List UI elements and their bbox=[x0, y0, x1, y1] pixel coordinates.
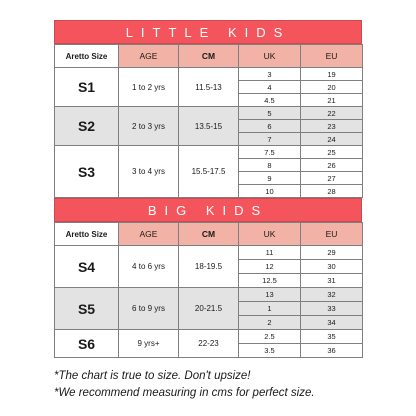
age-column-header: AGE bbox=[119, 223, 179, 246]
eu-cell: 23 bbox=[301, 120, 363, 133]
eu-cell: 26 bbox=[301, 159, 363, 172]
size-cell: S4 bbox=[55, 246, 119, 288]
uk-cell: 10 bbox=[239, 185, 301, 198]
age-cell: 2 to 3 yrs bbox=[119, 107, 179, 146]
age-cell: 1 to 2 yrs bbox=[119, 68, 179, 107]
uk-cell: 1 bbox=[239, 302, 301, 316]
little-kids-banner: LITTLE KIDS bbox=[54, 20, 362, 44]
big-kids-table bbox=[54, 222, 363, 358]
measure-in-cm-note: *We recommend measuring in cms for perfect size. bbox=[54, 387, 315, 399]
little-kids-table bbox=[54, 44, 363, 198]
size-cell: S2 bbox=[55, 107, 119, 146]
eu-cell: 24 bbox=[301, 133, 363, 146]
uk-cell: 12.5 bbox=[239, 274, 301, 288]
uk-cell: 6 bbox=[239, 120, 301, 133]
age-column-header: AGE bbox=[119, 45, 179, 68]
eu-cell: 19 bbox=[301, 68, 363, 81]
cm-cell: 15.5-17.5 bbox=[179, 146, 239, 198]
true-to-size-note: *The chart is true to size. Don't upsize! bbox=[54, 370, 251, 382]
eu-cell: 25 bbox=[301, 146, 363, 159]
cm-cell: 13.5-15 bbox=[179, 107, 239, 146]
eu-cell: 31 bbox=[301, 274, 363, 288]
uk-cell: 4 bbox=[239, 81, 301, 94]
column-header-row bbox=[55, 45, 363, 68]
size-cell: S3 bbox=[55, 146, 119, 198]
cm-cell: 18-19.5 bbox=[179, 246, 239, 288]
size-cell: S6 bbox=[55, 330, 119, 358]
cm-column-header: CM bbox=[179, 223, 239, 246]
uk-cell: 3 bbox=[239, 68, 301, 81]
footnotes bbox=[54, 368, 374, 402]
eu-cell: 28 bbox=[301, 185, 363, 198]
eu-column-header: EU bbox=[301, 45, 363, 68]
column-header-row bbox=[55, 223, 363, 246]
eu-cell: 30 bbox=[301, 260, 363, 274]
eu-cell: 33 bbox=[301, 302, 363, 316]
uk-cell: 13 bbox=[239, 288, 301, 302]
eu-cell: 32 bbox=[301, 288, 363, 302]
table-row bbox=[55, 330, 363, 344]
uk-cell: 2 bbox=[239, 316, 301, 330]
table-row bbox=[55, 107, 363, 120]
uk-cell: 12 bbox=[239, 260, 301, 274]
age-cell: 3 to 4 yrs bbox=[119, 146, 179, 198]
uk-cell: 7.5 bbox=[239, 146, 301, 159]
uk-column-header: UK bbox=[239, 223, 301, 246]
uk-cell: 8 bbox=[239, 159, 301, 172]
eu-cell: 20 bbox=[301, 81, 363, 94]
size-column-header: Aretto Size bbox=[55, 45, 119, 68]
table-row bbox=[55, 246, 363, 260]
table-row bbox=[55, 68, 363, 81]
uk-cell: 9 bbox=[239, 172, 301, 185]
table-row bbox=[55, 288, 363, 302]
eu-cell: 34 bbox=[301, 316, 363, 330]
uk-cell: 7 bbox=[239, 133, 301, 146]
cm-cell: 11.5-13 bbox=[179, 68, 239, 107]
eu-cell: 22 bbox=[301, 107, 363, 120]
cm-cell: 20-21.5 bbox=[179, 288, 239, 330]
size-chart bbox=[54, 20, 362, 358]
uk-cell: 4.5 bbox=[239, 94, 301, 107]
eu-cell: 35 bbox=[301, 330, 363, 344]
age-cell: 4 to 6 yrs bbox=[119, 246, 179, 288]
size-column-header: Aretto Size bbox=[55, 223, 119, 246]
eu-cell: 36 bbox=[301, 344, 363, 358]
age-cell: 6 to 9 yrs bbox=[119, 288, 179, 330]
uk-cell: 5 bbox=[239, 107, 301, 120]
cm-column-header: CM bbox=[179, 45, 239, 68]
uk-cell: 11 bbox=[239, 246, 301, 260]
eu-cell: 21 bbox=[301, 94, 363, 107]
eu-column-header: EU bbox=[301, 223, 363, 246]
uk-cell: 2.5 bbox=[239, 330, 301, 344]
uk-column-header: UK bbox=[239, 45, 301, 68]
big-kids-banner: BIG KIDS bbox=[54, 198, 362, 222]
size-cell: S1 bbox=[55, 68, 119, 107]
eu-cell: 27 bbox=[301, 172, 363, 185]
table-row bbox=[55, 146, 363, 159]
uk-cell: 3.5 bbox=[239, 344, 301, 358]
cm-cell: 22-23 bbox=[179, 330, 239, 358]
age-cell: 9 yrs+ bbox=[119, 330, 179, 358]
size-cell: S5 bbox=[55, 288, 119, 330]
eu-cell: 29 bbox=[301, 246, 363, 260]
